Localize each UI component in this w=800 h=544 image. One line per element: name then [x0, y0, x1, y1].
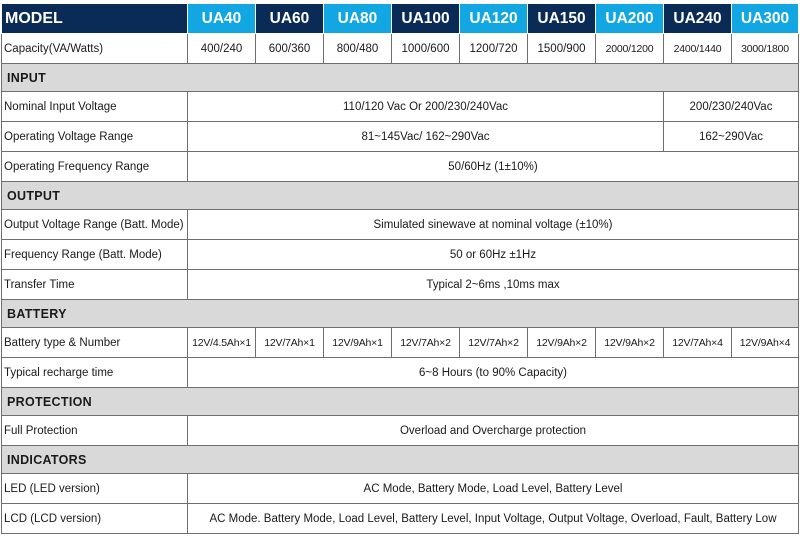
- section-title: PROTECTION: [2, 388, 799, 416]
- row-value: 50 or 60Hz ±1Hz: [188, 240, 799, 270]
- row-value: Typical 2~6ms ,10ms max: [188, 270, 799, 300]
- recharge-time-row: [2, 358, 799, 388]
- section-protection: [2, 388, 799, 416]
- row-label: Operating Frequency Range: [2, 152, 188, 182]
- row-value: Overload and Overcharge protection: [188, 416, 799, 446]
- row-label: Frequency Range (Batt. Mode): [2, 240, 188, 270]
- battery-value: 12V/7Ah×2: [392, 328, 460, 358]
- model-header-row: [2, 4, 799, 34]
- capacity-value: 400/240: [188, 34, 256, 64]
- capacity-value: 2400/1440: [664, 34, 732, 64]
- section-battery: [2, 300, 799, 328]
- battery-type-row: [2, 328, 799, 358]
- model-ua100: UA100: [392, 4, 460, 34]
- output-voltage-range-row: [2, 210, 799, 240]
- capacity-value: 1000/600: [392, 34, 460, 64]
- row-value: 200/230/240Vac: [664, 92, 799, 122]
- output-frequency-range-row: [2, 240, 799, 270]
- row-value: AC Mode. Battery Mode, Load Level, Battery Level, Input Voltage, Output Voltage, Overload, Fault, Battery Low: [188, 504, 799, 534]
- row-value: Simulated sinewave at nominal voltage (±10%): [188, 210, 799, 240]
- capacity-label: Capacity(VA/Watts): [2, 34, 188, 64]
- section-output: [2, 182, 799, 210]
- capacity-row: [2, 34, 799, 64]
- capacity-value: 800/480: [324, 34, 392, 64]
- row-label: LCD (LCD version): [2, 504, 188, 534]
- battery-value: 12V/9Ah×4: [732, 328, 799, 358]
- battery-value: 12V/4.5Ah×1: [188, 328, 256, 358]
- section-title: OUTPUT: [2, 182, 799, 210]
- full-protection-row: [2, 416, 799, 446]
- row-value: 50/60Hz (1±10%): [188, 152, 799, 182]
- operating-voltage-range-row: [2, 122, 799, 152]
- model-ua60: UA60: [256, 4, 324, 34]
- row-value: 110/120 Vac Or 200/230/240Vac: [188, 92, 664, 122]
- row-label: Output Voltage Range (Batt. Mode): [2, 210, 188, 240]
- lcd-row: [2, 504, 799, 534]
- model-ua300: UA300: [732, 4, 799, 34]
- capacity-value: 2000/1200: [596, 34, 664, 64]
- section-indicators: [2, 446, 799, 474]
- section-input: [2, 64, 799, 92]
- section-title: INPUT: [2, 64, 799, 92]
- model-ua200: UA200: [596, 4, 664, 34]
- section-title: INDICATORS: [2, 446, 799, 474]
- row-label: Battery type & Number: [2, 328, 188, 358]
- capacity-value: 1500/900: [528, 34, 596, 64]
- section-title: BATTERY: [2, 300, 799, 328]
- operating-frequency-range-row: [2, 152, 799, 182]
- row-value: 81~145Vac/ 162~290Vac: [188, 122, 664, 152]
- battery-value: 12V/7Ah×2: [460, 328, 528, 358]
- battery-value: 12V/9Ah×2: [596, 328, 664, 358]
- model-ua150: UA150: [528, 4, 596, 34]
- model-label: MODEL: [2, 4, 188, 34]
- row-value: 162~290Vac: [664, 122, 799, 152]
- capacity-value: 3000/1800: [732, 34, 799, 64]
- battery-value: 12V/9Ah×2: [528, 328, 596, 358]
- battery-value: 12V/7Ah×4: [664, 328, 732, 358]
- model-ua120: UA120: [460, 4, 528, 34]
- row-value: AC Mode, Battery Mode, Load Level, Battery Level: [188, 474, 799, 504]
- row-label: LED (LED version): [2, 474, 188, 504]
- transfer-time-row: [2, 270, 799, 300]
- nominal-input-voltage-row: [2, 92, 799, 122]
- led-row: [2, 474, 799, 504]
- capacity-value: 1200/720: [460, 34, 528, 64]
- ups-spec-table: [1, 3, 799, 534]
- row-label: Nominal Input Voltage: [2, 92, 188, 122]
- model-ua40: UA40: [188, 4, 256, 34]
- model-ua80: UA80: [324, 4, 392, 34]
- battery-value: 12V/7Ah×1: [256, 328, 324, 358]
- row-label: Transfer Time: [2, 270, 188, 300]
- row-label: Full Protection: [2, 416, 188, 446]
- model-ua240: UA240: [664, 4, 732, 34]
- battery-value: 12V/9Ah×1: [324, 328, 392, 358]
- row-value: 6~8 Hours (to 90% Capacity): [188, 358, 799, 388]
- row-label: Operating Voltage Range: [2, 122, 188, 152]
- row-label: Typical recharge time: [2, 358, 188, 388]
- capacity-value: 600/360: [256, 34, 324, 64]
